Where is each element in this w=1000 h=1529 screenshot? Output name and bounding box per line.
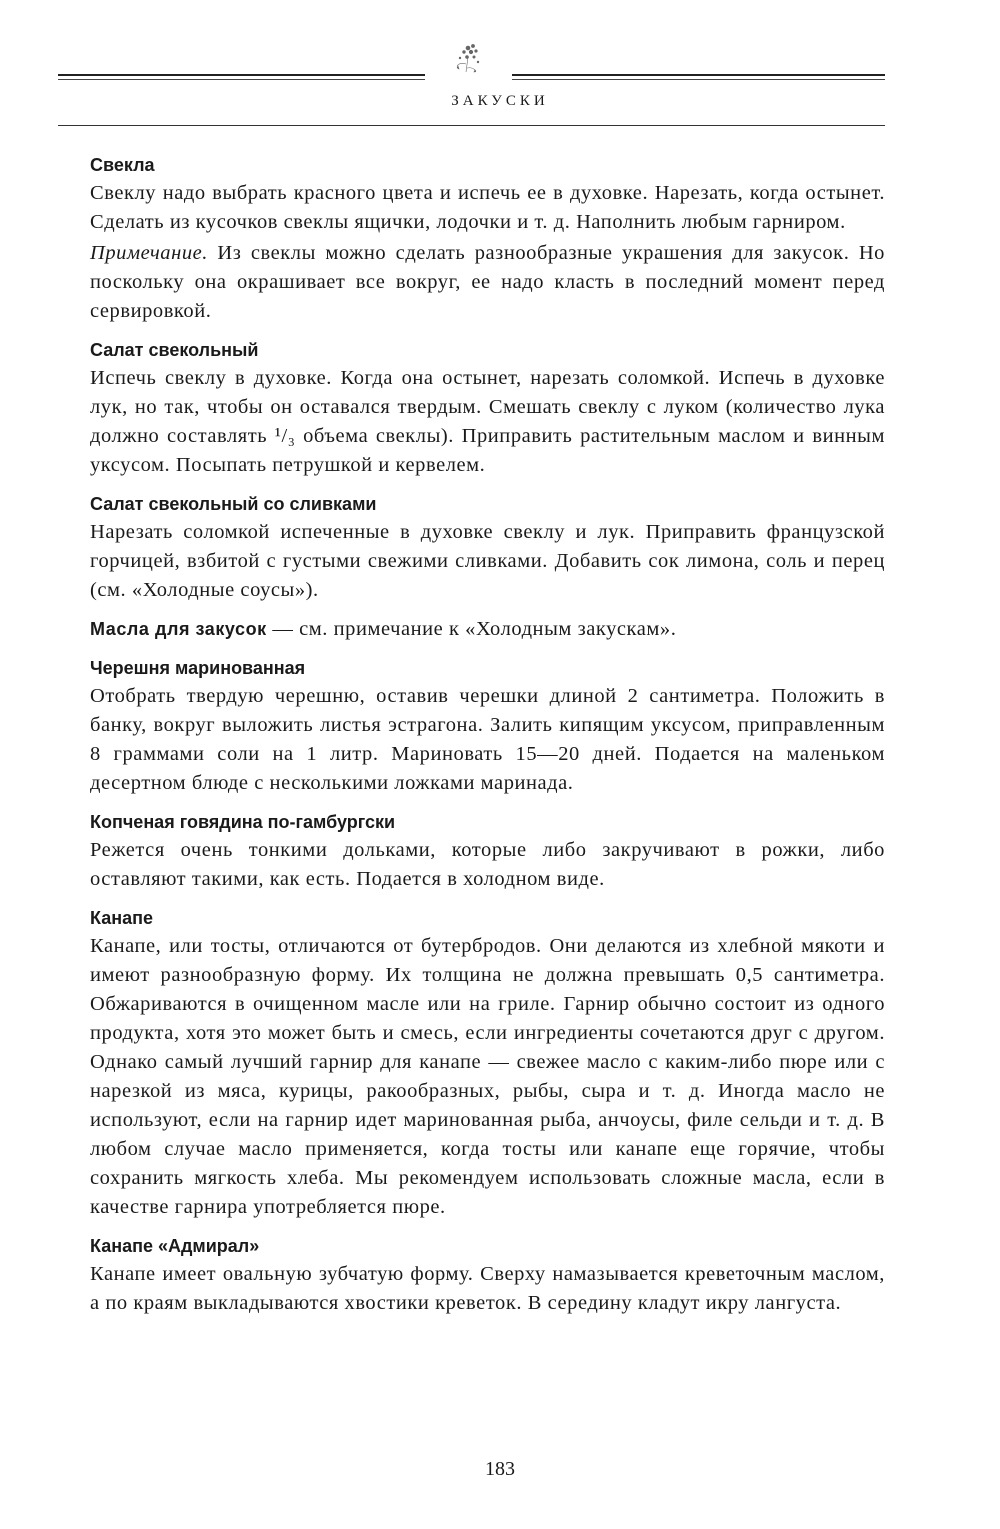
recipe-masla-dlya-zakusok <box>90 615 885 644</box>
recipe-title: Салат свекольный <box>90 340 259 360</box>
recipe-title: Канапе <box>90 908 153 928</box>
note-label: Примечание. <box>90 242 208 264</box>
inline-title: Масла для закусок <box>90 619 267 639</box>
header-rule-left <box>58 74 425 82</box>
recipe-svekla <box>90 151 885 326</box>
recipe-text: Канапе имеет овальную зубчатую форму. Сверху намазывается креветочным маслом, а по краям выкладываются хвостики креветок. В середину кладут икру лангуста. <box>90 1263 885 1314</box>
recipe-title: Черешня маринованная <box>90 658 306 678</box>
header-rule-right <box>512 74 885 82</box>
floral-ornament-icon <box>440 38 490 83</box>
recipe-text: Режется очень тонкими дольками, которые либо закручивают в рожки, либо оставляют такими, как есть. Подается в холодном виде. <box>90 839 885 890</box>
recipe-title: Копченая говядина по-гамбургски <box>90 812 396 832</box>
recipe-title: Канапе «Адмирал» <box>90 1236 260 1256</box>
recipe-chereshnya <box>90 654 885 798</box>
recipe-text: Свеклу надо выбрать красного цвета и испечь ее в духовке. Нарезать, когда остынет. Сделать из кусочков свеклы ящички, лодочки и т. д. Наполнить любым гарниром. <box>90 182 885 233</box>
running-head: ЗАКУСКИ <box>451 93 549 109</box>
recipe-text: Нарезать соломкой испеченные в духовке свеклу и лук. Приправить французской горчицей, взбитой с густыми свежими сливками. Добавить сок лимона, соль и перец (см. «Холодные соусы»). <box>90 521 885 601</box>
cross-reference <box>90 615 885 644</box>
recipe-title: Свекла <box>90 155 155 175</box>
page-content <box>90 151 885 1328</box>
recipe-salat-so-slivkami <box>90 490 885 605</box>
recipe-text: Отобрать твердую черешню, оставив черешки длиной 2 сантиметра. Положить в банку, вокруг выложить листья эстрагона. Залить кипящим уксусом, приправленным 8 граммами соли на 1 литр. Мариновать 15—20 дней. Подается на маленьком десертном блюде с несколькими ложками маринада. <box>90 685 885 794</box>
page-number: 183 <box>485 1458 515 1480</box>
recipe-salat-svekolnyi <box>90 336 885 480</box>
recipe-govyadina <box>90 808 885 894</box>
note-text: Из свеклы можно сделать разнообразные украшения для закусок. Но поскольку она окрашивает все вокруг, ее надо класть в последний момент перед сервировкой. <box>90 242 885 322</box>
recipe-kanape-admiral <box>90 1232 885 1318</box>
recipe-note <box>90 239 885 326</box>
recipe-kanape <box>90 904 885 1222</box>
inline-text: — см. примечание к «Холодным закускам». <box>266 618 677 640</box>
recipe-text: Испечь свеклу в духовке. Когда она остынет, нарезать соломкой. Испечь в духовке лук, но так, чтобы он оставался твердым. Смешать свеклу с луком (количество лука должно составлять ¹/₃ объема свеклы). Приправить растительным маслом и винным уксусом. Посыпать петрушкой и кервелем. <box>90 367 885 476</box>
header-underline <box>58 125 885 126</box>
recipe-text: Канапе, или тосты, отличаются от бутербродов. Они делаются из хлебной мякоти и имеют разнообразную форму. Их толщина не должна превышать 0,5 сантиметра. Обжариваются в очищенном масле или на гриле. Гарнир обычно состоит из одного продукта, хотя это может быть и смесь, если ингредиенты сочетаются друг с другом. Однако самый лучший гарнир для канапе — свежее масло с каким-либо пюре или с нарезкой из мяса, курицы, ракообразных, рыбы, сыра и т. д. Иногда масло не используют, если на гарнир идет маринованная рыба, анчоусы, филе сельди и т. д. В любом случае масло применяется, когда тосты или канапе еще горячие, чтобы сохранить мягкость хлеба. Мы рекомендуем использовать сложные масла, если в качестве гарнира употребляется пюре. <box>90 935 885 1218</box>
recipe-title: Салат свекольный со сливками <box>90 494 377 514</box>
